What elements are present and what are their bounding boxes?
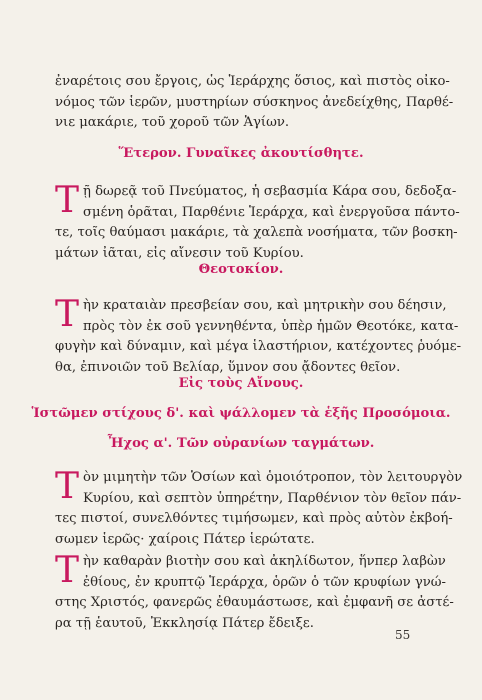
- drop-cap: Τ: [55, 294, 80, 335]
- heading-eteron: Ἕτερον. Γυναῖκες ἀκουτίσθητε.: [118, 146, 364, 161]
- text-line: σμένη ὁρᾶται, Παρθένιε Ἱεράρχα, καὶ ἐνεργοῦσα πάντο-: [83, 204, 460, 220]
- page-number: 55: [395, 628, 411, 642]
- paragraph-3: [55, 294, 462, 378]
- text-line: ἐθίους, ἐν κρυπτῷ Ἱεράρχα, ὁρῶν ὁ τῶν κρυφίων γνώ-: [83, 574, 446, 590]
- heading-stichous: Ἱστῶμεν στίχους δ'. καὶ ψάλλομεν τὰ ἑξῆς Προσόμοια.: [31, 406, 451, 421]
- text-line: ὴν κραταιὰν πρεσβείαν σου, καὶ μητρικὴν σου δέησιν,: [83, 298, 447, 313]
- heading-echos: Ἦχος α'. Τῶν οὐρανίων ταγμάτων.: [107, 436, 375, 451]
- drop-cap: Τ: [55, 180, 80, 221]
- heading-ainous: Εἰς τοὺς Αἴνους.: [178, 376, 304, 391]
- text-line: τε, τοῖς θαύμασι μακάριε, τὰ χαλεπὰ νοσήματα, τῶν βοσκη-: [55, 225, 458, 240]
- paragraph-5: [55, 550, 454, 634]
- text-line: ρα τῇ ἑαυτοῦ, Ἐκκλησίᾳ Πάτερ ἔδειξε.: [55, 615, 314, 631]
- text-line: νιε μακάριε, τοῦ χοροῦ τῶν Ἁγίων.: [55, 115, 290, 130]
- drop-cap: Τ: [55, 466, 80, 507]
- text-line: σωμεν ἱερῶς· χαίροις Πάτερ ἱερώτατε.: [55, 531, 315, 547]
- text-line: ὴν καθαρὰν βιοτὴν σου καὶ ἀκηλίδωτον, ἥνπερ λαβὼν: [83, 554, 446, 569]
- paragraph-4: [55, 466, 463, 550]
- text-line: μάτων ἰᾶται, εἰς αἴνεσιν τοῦ Κυρίου.: [55, 245, 304, 261]
- paragraph-2: [55, 180, 460, 264]
- text-line: τες πιστοί, συνελθόντες τιμήσωμεν, καὶ πρὸς αὐτὸν ἐκβοή-: [55, 511, 453, 526]
- text-line: Κυρίου, καὶ σεπτὸν ὑπηρέτην, Παρθένιον τὸν θεῖον πάν-: [83, 490, 462, 506]
- text-line: ἐναρέτοις σου ἔργοις, ὡς Ἱεράρχης ὅσιος, καὶ πιστὸς οἰκο-: [55, 74, 450, 89]
- text-line: πρὸς τὸν ἐκ σοῦ γεννηθέντα, ὑπὲρ ἡμῶν Θεοτόκε, κατα-: [83, 318, 459, 334]
- heading-theotokion: Θεοτοκίον.: [198, 262, 284, 277]
- text-line: νόμος τῶν ἱερῶν, μυστηρίων σύσκηνος ἀνεδείχθης, Παρθέ-: [55, 94, 454, 110]
- text-line: θα, ἐπινοιῶν τοῦ Βελίαρ, ὕμνον σου ᾄδοντες θεῖον.: [55, 359, 401, 375]
- paragraph-1: [55, 72, 454, 134]
- drop-cap: Τ: [55, 550, 80, 591]
- text-line: φυγὴν καὶ δύναμιν, καὶ μέγα ἱλαστήριον, κατέχοντες ῥυόμε-: [55, 339, 462, 354]
- text-line: ῇ δωρεᾷ τοῦ Πνεύματος, ἡ σεβασμία Κάρα σου, δεδοξα-: [83, 184, 457, 199]
- text-line: ὸν μιμητὴν τῶν Ὁσίων καὶ ὁμοιότροπον, τὸν λειτουργὸν: [83, 470, 463, 485]
- text-line: στης Χριστός, φανερῶς ἐθαυμάστωσε, καὶ ἐμφανῆ σε ἀστέ-: [55, 595, 454, 610]
